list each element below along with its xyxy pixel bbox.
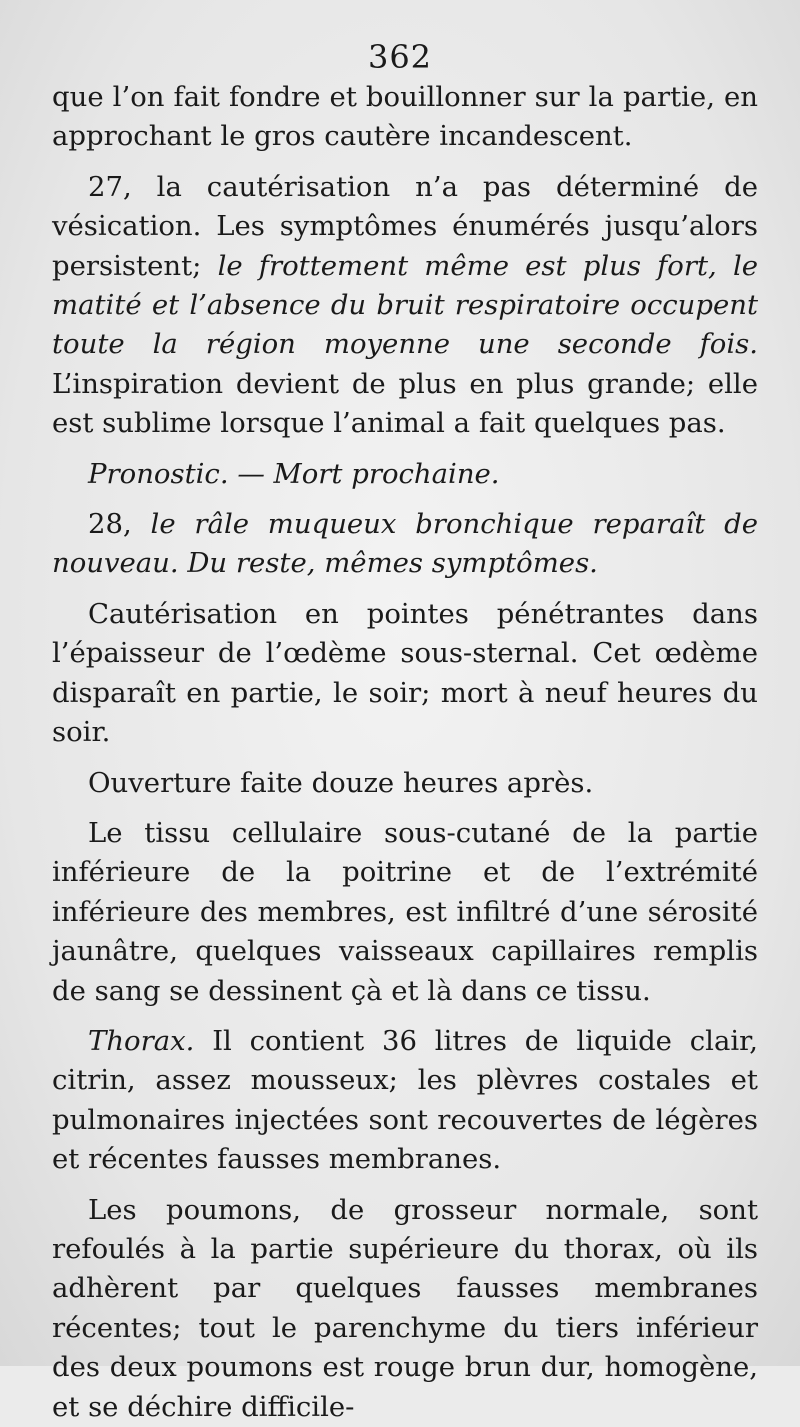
text-run: 27, la cautérisation n’a pas déterminé de vésication. Les symptômes énumérés jusqu’alors persistent; [52,170,758,282]
italic-run: le frottement même est plus fort, le matité et l’absence du bruit respiratoire occupent toute la région moyenne une seconde fois. [52,249,759,361]
paragraph-day-28 [52,505,758,584]
italic-run: Pronostic. — Mort prochaine. [88,457,500,490]
paragraph-cellular-tissue [52,814,758,1011]
text-run: Le tissu cellulaire sous-cutané de la partie inférieure de la poitrine et de l’extrémité inférieure des membres, est infiltré d’une sérosité jaunâtre, quelques vaisseaux capillaires remplis de sang se dessinent çà et là dans ce tissu. [52,816,758,1007]
text-run: Cautérisation en pointes pénétrantes dans l’épaisseur de l’œdème sous-sternal. Cet œdème disparaît en partie, le soir; mort à neuf heures du soir. [52,597,758,749]
page-number: 362 [367,38,433,76]
paragraph-cauterization [52,595,758,753]
text-run: 28, [88,508,151,541]
italic-run: Thorax. [88,1024,195,1057]
paragraph-day-27 [52,168,758,444]
text-run: Ouverture faite douze heures après. [88,766,594,799]
text-run: Il contient 36 litres de liquide clair, citrin, assez mousseux; les plèvres costales et pulmonaires injectées sont recouvertes de légères et récentes fausses membranes. [52,1024,758,1176]
paragraph-lungs [52,1191,758,1427]
text-run: que l’on fait fondre et bouillonner sur la partie, en approchant le gros cautère incandescent. [52,81,758,153]
paragraph-prognosis [52,455,758,494]
text-run: Les poumons, de grosseur normale, sont refoulés à la partie supérieure du thorax, où ils adhèrent par quelques fausses membranes récentes; tout le parenchyme du tiers inférieur des deux poumons est rouge brun dur, homogène, et se déchire difficile- [52,1193,758,1423]
paragraph-thorax [52,1022,758,1180]
paragraph-autopsy [52,764,758,803]
text-run: L’inspiration devient de plus en plus grande; elle est sublime lorsque l’animal a fait quelques pas. [52,367,758,440]
paragraph-continuation [52,78,758,157]
italic-run: le râle muqueux bronchique reparaît de nouveau. Du reste, mêmes symptômes. [52,508,758,580]
page-body [52,78,758,1427]
